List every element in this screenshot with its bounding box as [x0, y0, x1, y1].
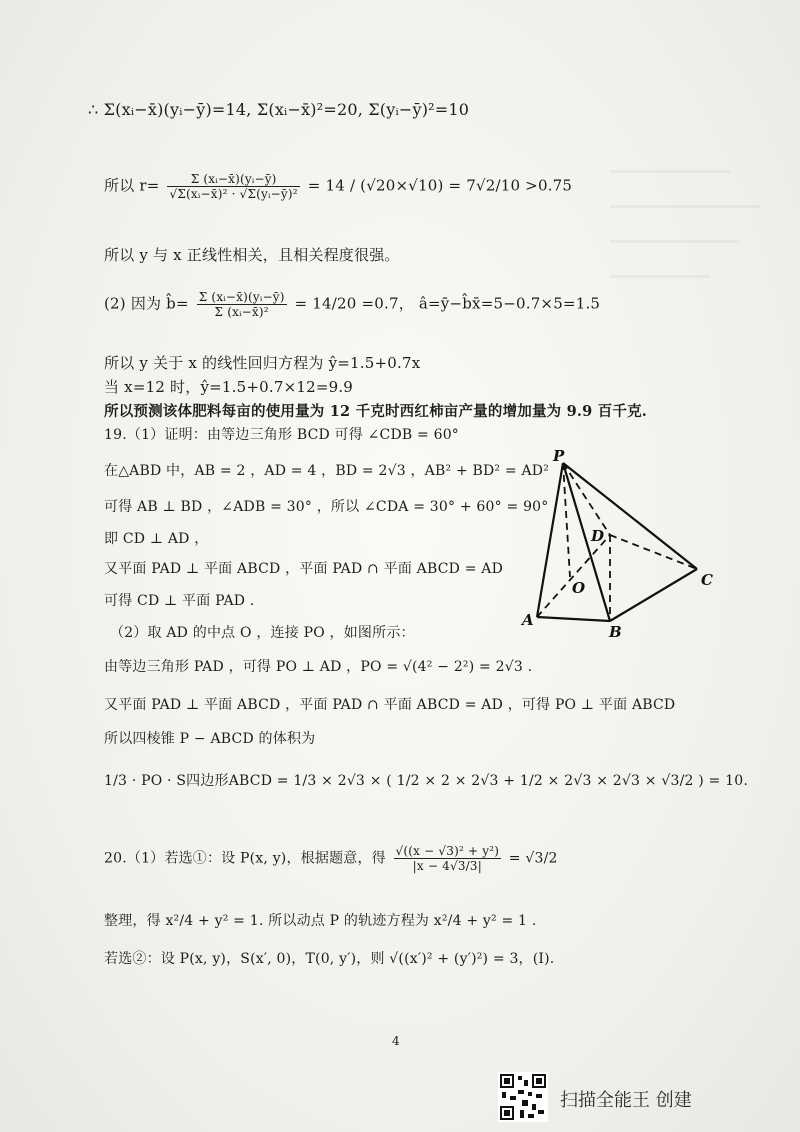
q19-perpendicular: 可得 AB ⊥ BD ，∠ADB = 30° ，所以 ∠CDA = 30° + 60° = 90°	[104, 499, 549, 515]
edge-dc	[610, 535, 697, 569]
q19-conclusion: 可得 CD ⊥ 平面 PAD .	[104, 593, 255, 609]
q19-part2-heading: （2）取 AD 的中点 O ，连接 PO ，如图所示：	[110, 625, 415, 641]
equation-sums: ∴ Σ(xᵢ−x̄)(yᵢ−ȳ)=14, Σ(xᵢ−x̄)²=20, Σ(yᵢ−ȳ)²=10	[88, 100, 470, 119]
prediction-conclusion: 所以预测该体肥料每亩的使用量为 12 千克时西红柿亩产量的增加量为 9.9 百千克.	[104, 403, 648, 420]
qr-code-icon	[498, 1072, 548, 1122]
q19-planes: 又平面 PAD ⊥ 平面 ABCD ，平面 PAD ∩ 平面 ABCD = AD	[104, 561, 504, 577]
bleed-through-mark	[610, 205, 760, 208]
correlation-fraction	[167, 172, 299, 201]
edge-pc	[563, 463, 697, 569]
correlation-numerator: Σ (xᵢ−x̄)(yᵢ−ȳ)	[167, 172, 299, 187]
q19-volume-intro: 所以四棱锥 P − ABCD 的体积为	[104, 731, 316, 747]
q20-option1-result: = √3/2	[508, 850, 558, 867]
correlation-line	[104, 172, 572, 201]
label-a: A	[522, 611, 534, 629]
bleed-through-mark	[610, 275, 710, 278]
label-o: O	[572, 579, 586, 597]
bleed-through-mark	[610, 170, 730, 173]
bleed-through-mark	[610, 240, 740, 243]
slope-numerator: Σ (xᵢ−x̄)(yᵢ−ȳ)	[198, 290, 285, 304]
label-b: B	[609, 623, 622, 641]
scanner-watermark: 扫描全能王 创建	[560, 1090, 692, 1111]
label-p: P	[553, 447, 565, 465]
label-c: C	[701, 571, 713, 589]
q19-po-length: 由等边三角形 PAD ，可得 PO ⊥ AD ，PO = √(4² − 2²) = 2√3 .	[104, 659, 533, 675]
slope-fraction	[197, 290, 287, 319]
page-number: 4	[392, 1034, 400, 1048]
q19-part1-heading: 19.（1）证明：由等边三角形 BCD 可得 ∠CDB = 60°	[104, 427, 460, 443]
correlation-prefix: 所以 r=	[104, 176, 160, 195]
regression-equation: 所以 y 关于 x 的线性回归方程为 ŷ=1.5+0.7x	[104, 354, 421, 372]
pyramid-figure	[515, 445, 725, 645]
label-d: D	[591, 527, 605, 545]
correlation-result: = 14 / (√20×√10) = 7√2/10 >0.75	[307, 176, 573, 195]
slope-prefix: (2) 因为 b̂=	[104, 294, 189, 313]
q19-po-perp-plane: 又平面 PAD ⊥ 平面 ABCD ，平面 PAD ∩ 平面 ABCD = AD ，可得 PO ⊥ 平面 ABCD	[104, 697, 676, 713]
q20-option1-line	[104, 844, 558, 873]
slope-denominator: Σ (xᵢ−x̄)²	[214, 305, 269, 319]
q20-option1-prefix: 20.（1）若选①：设 P(x, y)，根据题意，得	[104, 850, 386, 867]
q20-option1-fraction	[394, 844, 502, 873]
q20-option1-denominator: |x − 4√3/3|	[412, 859, 482, 873]
q20-option1-numerator: √((x − √3)² + y²)	[395, 844, 500, 858]
slope-result: = 14/20 =0.7， â=ȳ−b̂x̄=5−0.7×5=1.5	[294, 294, 601, 313]
prediction-calc: 当 x=12 时，ŷ=1.5+0.7×12=9.9	[104, 378, 354, 396]
edge-bc	[610, 569, 697, 621]
q20-ellipse-equation: 整理，得 x²/4 + y² = 1. 所以动点 P 的轨迹方程为 x²/4 + y² = 1 .	[104, 913, 537, 929]
edge-ab	[537, 617, 610, 621]
q20-option2-line: 若选②：设 P(x, y)，S(x′, 0)，T(0, y′)，则 √((x′)² + (y′)²) = 3，(I).	[104, 951, 555, 967]
q19-triangle-abd: 在△ABD 中，AB = 2 ，AD = 4 ，BD = 2√3 ，AB² + BD² = AD²	[104, 463, 550, 479]
q19-cd-perp-ad: 即 CD ⊥ AD ，	[104, 531, 209, 547]
q19-volume-calc: 1/3 · PO · S四边形ABCD = 1/3 × 2√3 × ( 1/2 × 2 × 2√3 + 1/2 × 2√3 × 2√3 × √3/2 ) = 10.	[104, 773, 749, 789]
correlation-conclusion: 所以 y 与 x 正线性相关，且相关程度很强。	[104, 246, 400, 264]
correlation-denominator: √Σ(xᵢ−x̄)² · √Σ(yᵢ−ȳ)²	[169, 187, 298, 201]
edge-pd	[563, 463, 610, 535]
edge-pa	[537, 463, 563, 617]
slope-line	[104, 290, 600, 319]
